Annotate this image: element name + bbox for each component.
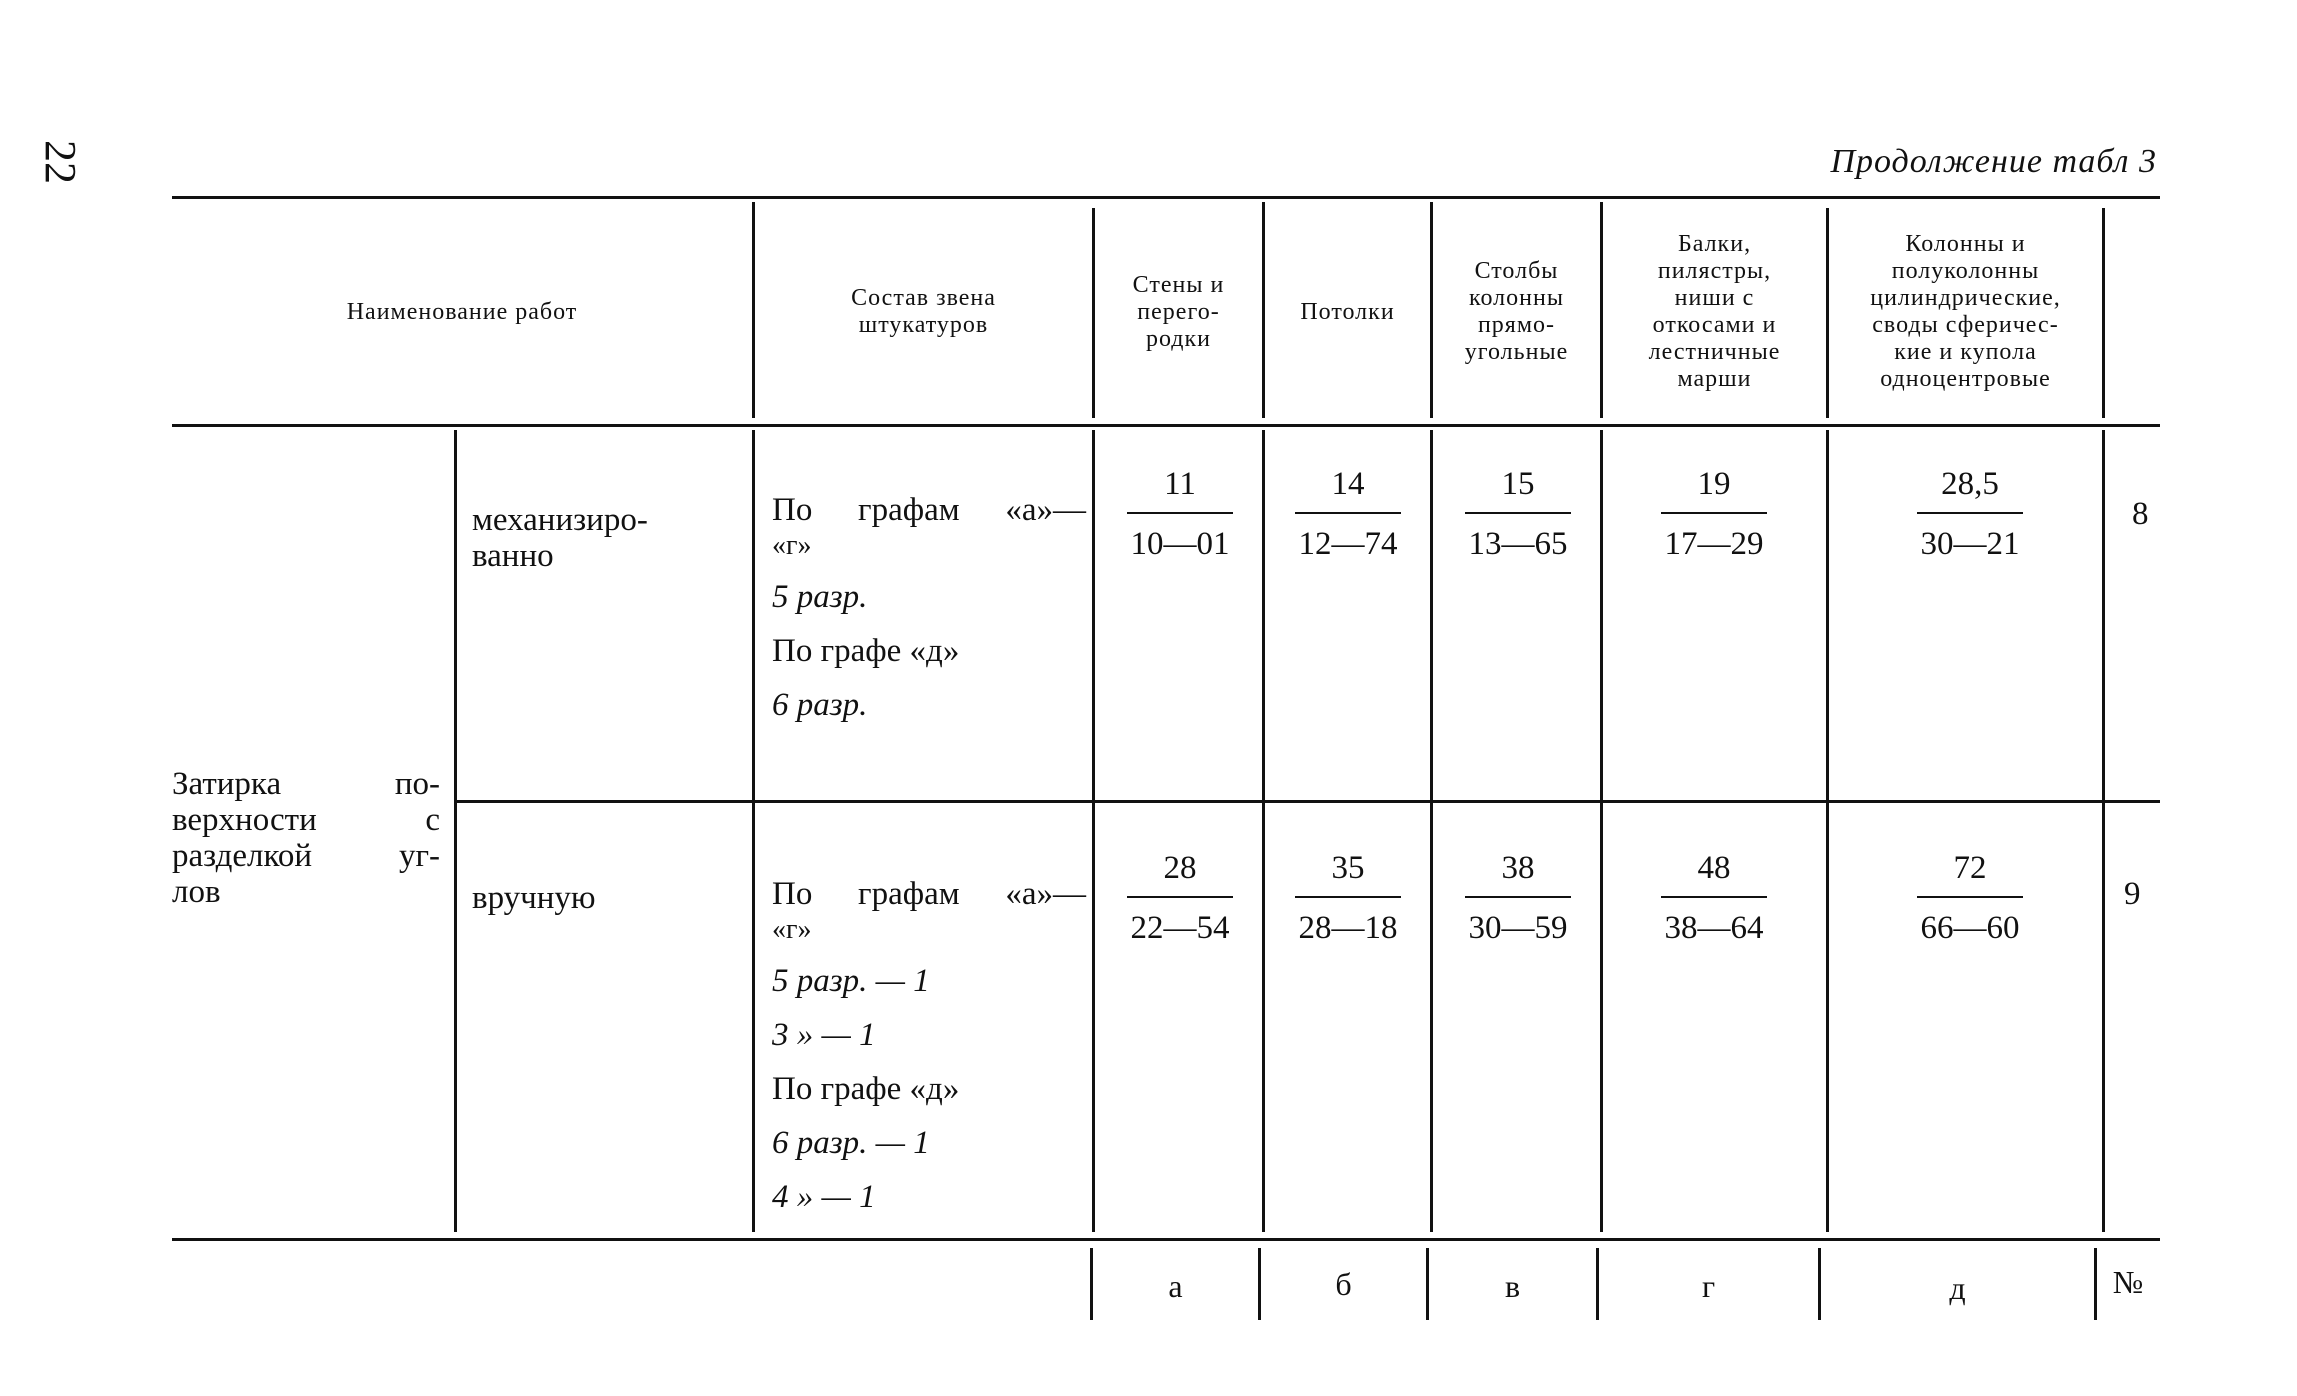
header-divider <box>2102 208 2105 418</box>
value-cell: 35 28—18 <box>1268 848 1428 948</box>
row-number: 8 <box>2132 496 2149 532</box>
header-col-walls: Стены и перего- родки <box>1132 271 1225 352</box>
crew-line: 5 разр. — 1 <box>772 963 930 999</box>
crew-line: По графе «д» <box>772 633 960 669</box>
column-letter-b: б <box>1335 1266 1352 1302</box>
header-work-name: Наименование работ <box>346 298 578 325</box>
column-letter-g: г <box>1701 1268 1716 1304</box>
body-divider <box>1826 430 1829 1232</box>
crew-line: По графе «д» <box>772 1071 960 1107</box>
value-cell: 28,5 30—21 <box>1870 464 2070 564</box>
crew-cell-manual: По графам «а»— «г» 5 разр. — 1 3 » — 1 По графе «д» 6 разр. — 1 4 » — 1 <box>772 876 1086 1224</box>
column-number-label: № <box>2112 1264 2144 1300</box>
crew-line: «г» <box>772 530 812 561</box>
crew-line: 4 » — 1 <box>772 1179 876 1215</box>
method-cell-mechanized: механизиро- ванно <box>472 502 648 574</box>
header-col-beams: Балки, пилястры, ниши с откосами и лестничные марши <box>1648 231 1781 392</box>
crew-cell-mechanized: По графам «а»— «г» 5 разр. По графе «д» 6 разр. <box>772 492 1086 732</box>
column-letter-a: а <box>1168 1268 1183 1304</box>
row-separator-rule <box>456 800 2160 803</box>
value-cell: 72 66—60 <box>1870 848 2070 948</box>
crew-line: 3 » — 1 <box>772 1017 876 1053</box>
work-name-cell <box>172 766 440 910</box>
header-col-pillars: Столбы колонны прямо- угольные <box>1464 258 1569 365</box>
row-number: 9 <box>2124 876 2141 912</box>
table-top-rule <box>172 196 2160 199</box>
header-crew: Состав звена штукатуров <box>851 285 996 338</box>
crew-line: «г» <box>772 914 812 945</box>
value-cell: 11 10—01 <box>1100 464 1260 564</box>
value-cell: 28 22—54 <box>1100 848 1260 948</box>
page-number: 22 <box>36 140 85 184</box>
value-cell: 14 12—74 <box>1268 464 1428 564</box>
table-continuation-caption: Продолжение табл 3 <box>1830 143 2157 180</box>
work-name-line: верхности с <box>172 802 440 838</box>
column-letter-v: в <box>1504 1268 1521 1304</box>
crew-line: 6 разр. — 1 <box>772 1125 930 1161</box>
header-bottom-rule <box>172 424 2160 427</box>
column-letter-d: д <box>1949 1270 1966 1306</box>
body-divider <box>1262 430 1265 1232</box>
value-cell: 38 30—59 <box>1438 848 1598 948</box>
footer-divider <box>2094 1248 2097 1320</box>
value-cell: 48 38—64 <box>1614 848 1814 948</box>
body-divider <box>2102 430 2105 1232</box>
table-bottom-rule <box>172 1238 2160 1241</box>
header-col-ceilings: Потолки <box>1300 298 1395 325</box>
header-col-columns: Колонны и полуколонны цилиндрические, своды сферичес- кие и купола одноцентровые <box>1870 231 2061 392</box>
body-divider <box>454 430 457 1232</box>
method-cell-manual: вручную <box>472 880 596 916</box>
work-name-line: лов <box>172 874 221 910</box>
crew-line: 5 разр. <box>772 579 868 615</box>
crew-line: 6 разр. <box>772 687 868 723</box>
value-cell: 15 13—65 <box>1438 464 1598 564</box>
work-name-line: Затирка по- <box>172 766 440 802</box>
value-cell: 19 17—29 <box>1614 464 1814 564</box>
body-divider <box>752 430 755 1232</box>
body-divider <box>1092 430 1095 1232</box>
body-divider <box>1430 430 1433 1232</box>
work-name-line: разделкой уг- <box>172 838 440 874</box>
body-divider <box>1600 430 1603 1232</box>
